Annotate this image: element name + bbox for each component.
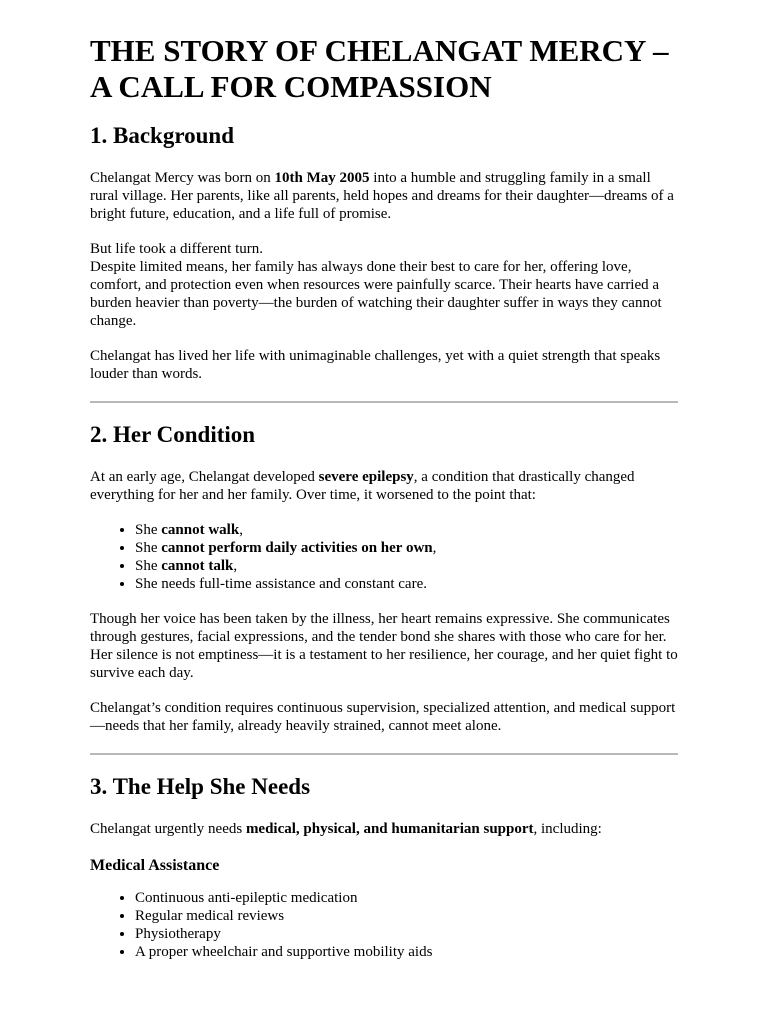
list-item: • Physiotherapy xyxy=(135,925,678,943)
bold-run: cannot perform daily activities on her own xyxy=(161,540,433,556)
background-paragraph-2b: Despite limited means, her family has always done their best to care for her, offering love, comfort, and protection even when resources were painfully scarce. Their hearts have carried a burden heavier than poverty—the burden of watching their daughter suffer in ways they cannot change. xyxy=(90,259,662,329)
text-run: into a humble and struggling family in a small rural village. Her parents, like all parents, held hopes and dreams for their daughter—dreams of a bright future, education, and a life full of promise. xyxy=(90,170,674,222)
list-item xyxy=(135,539,678,557)
section-heading-condition: 2. Her Condition xyxy=(90,422,256,447)
title-line-2: A CALL FOR COMPASSION xyxy=(90,69,492,104)
text-run: She xyxy=(135,558,162,574)
text-run: , including: xyxy=(533,821,602,837)
condition-intro xyxy=(90,468,678,504)
text-run: Chelangat Mercy was born on xyxy=(90,170,275,186)
list-item: • A proper wheelchair and supportive mobility aids xyxy=(135,943,678,961)
condition-list xyxy=(90,521,678,593)
text-run: , xyxy=(233,558,238,574)
title-line-1: THE STORY OF CHELANGAT MERCY – xyxy=(90,33,669,68)
background-paragraph-2a: But life took a different turn. xyxy=(90,241,264,257)
section-heading-background: 1. Background xyxy=(90,123,235,148)
text-run: , a condition that drastically changed everything for her and her family. Over time, it worsened to the point that: xyxy=(90,469,635,503)
text-run: She needs full-time assistance and constant care. xyxy=(135,576,427,592)
text-run: Chelangat urgently needs xyxy=(90,821,246,837)
support-types: medical, physical, and humanitarian support xyxy=(245,821,534,837)
condition-paragraph-3: Chelangat’s condition requires continuous supervision, specialized attention, and medical support—needs that her family, already heavily strained, cannot meet alone. xyxy=(90,700,676,734)
bold-run: cannot walk xyxy=(161,522,240,538)
text-run: She xyxy=(135,522,162,538)
text-run: , xyxy=(239,522,243,538)
text-run: At an early age, Chelangat developed xyxy=(90,469,319,485)
list-item: • Continuous anti-epileptic medication xyxy=(135,889,678,907)
condition-paragraph-2: Though her voice has been taken by the illness, her heart remains expressive. She communicates through gestures, facial expressions, and the tender bond she shares with those who care for her. Her silence is not emptiness—it is a testament to her resilience, her courage, and her quiet fight to survive each day. xyxy=(90,611,678,681)
text-run: She xyxy=(135,540,162,556)
help-intro xyxy=(90,820,678,838)
section-divider xyxy=(90,401,678,403)
birth-date: 10th May 2005 xyxy=(274,170,370,186)
section-divider xyxy=(90,753,678,755)
background-paragraph-3: Chelangat has lived her life with unimaginable challenges, yet with a quiet strength that speaks louder than words. xyxy=(90,348,661,382)
list-item xyxy=(135,521,678,539)
bold-run: cannot talk xyxy=(161,558,234,574)
background-paragraph-1 xyxy=(90,169,678,223)
list-item: • Regular medical reviews xyxy=(135,907,678,925)
condition-name: severe epilepsy xyxy=(318,469,414,485)
section-heading-help: 3. The Help She Needs xyxy=(90,774,311,799)
document-title xyxy=(90,33,678,105)
list-item xyxy=(135,575,678,593)
text-run: , xyxy=(432,540,437,556)
list-item xyxy=(135,557,678,575)
medical-assistance-list xyxy=(90,889,678,961)
subheading-medical-assistance: Medical Assistance xyxy=(90,857,220,874)
